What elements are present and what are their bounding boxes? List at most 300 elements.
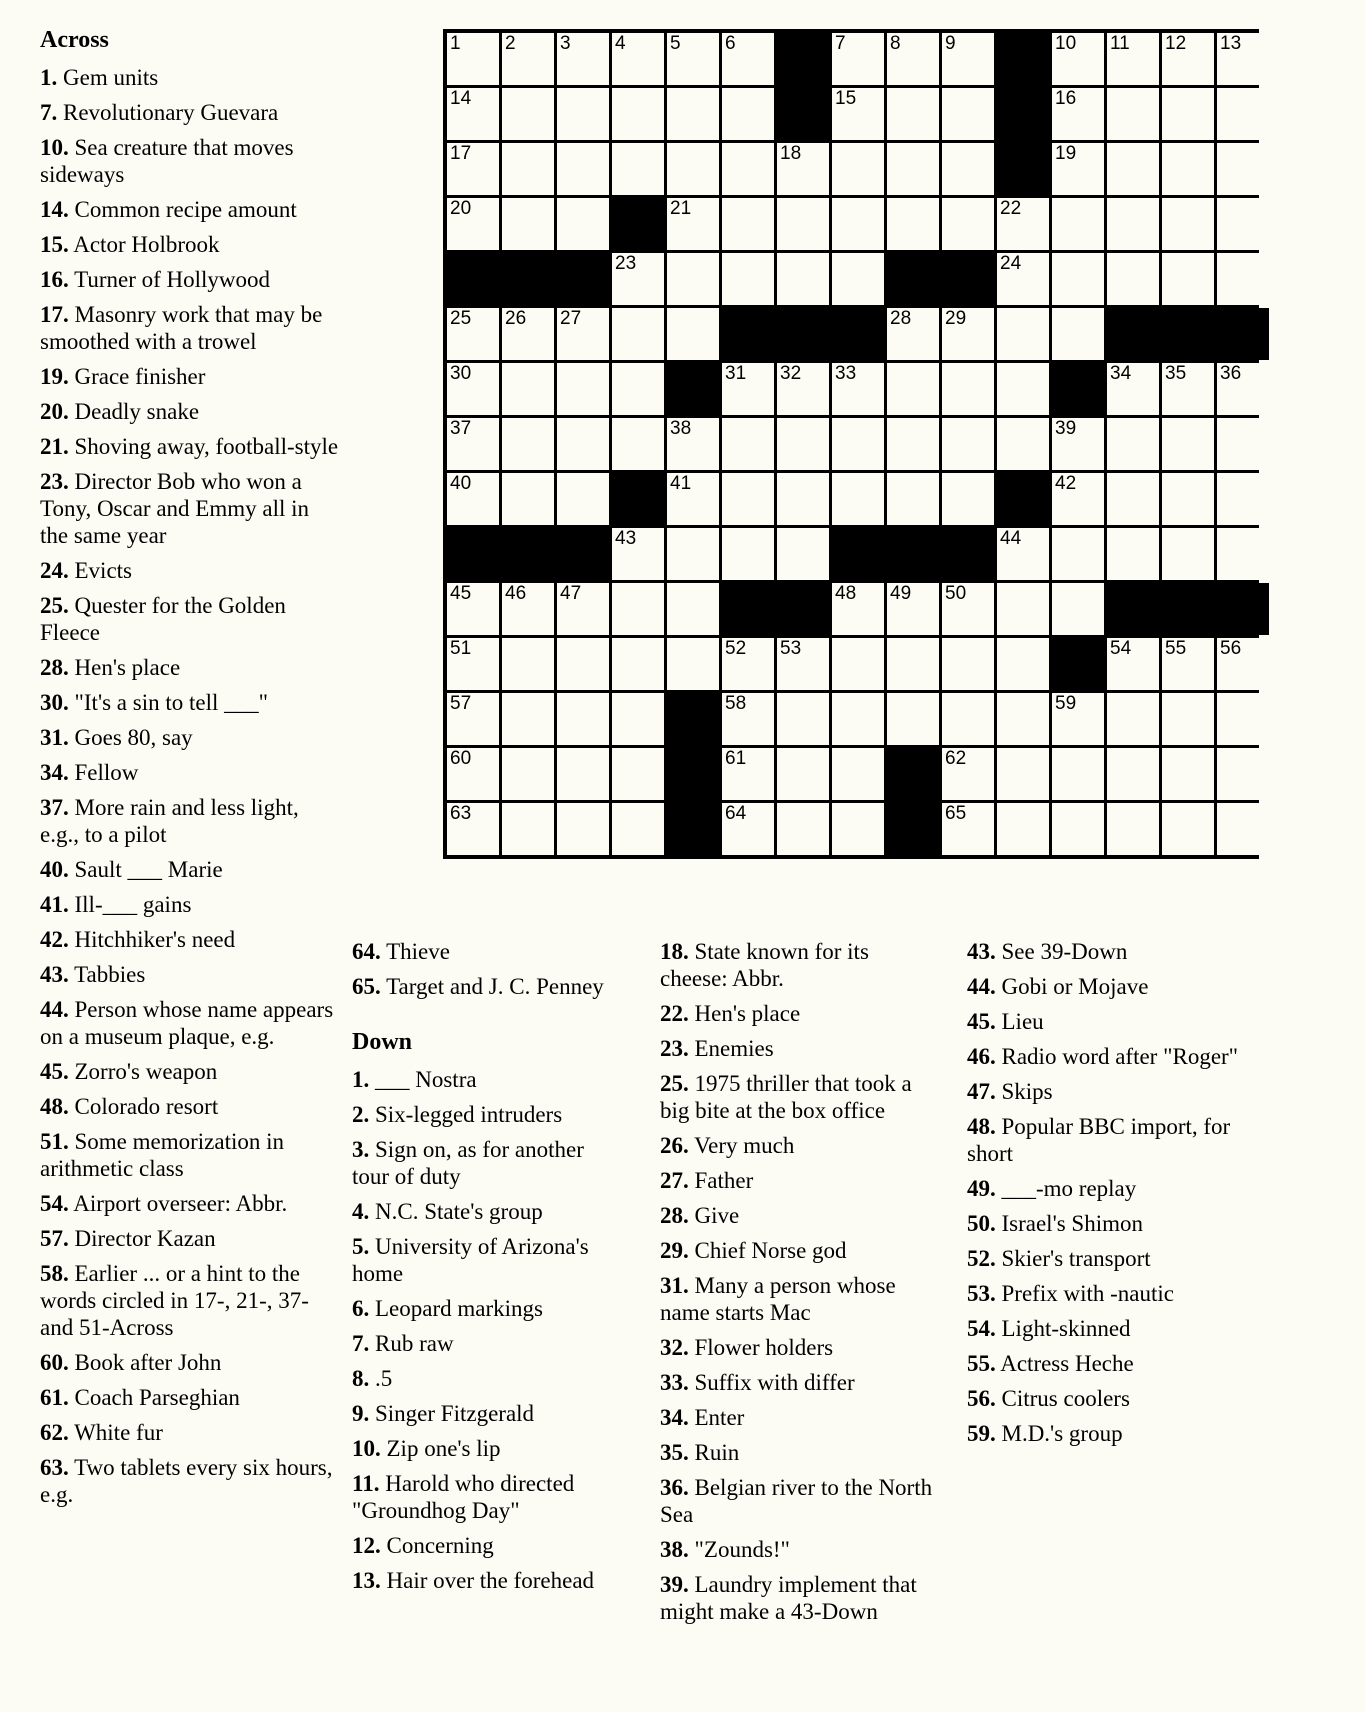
down-clue-list bbox=[352, 1066, 626, 1594]
grid-cell[interactable] bbox=[502, 88, 554, 140]
grid-cell[interactable] bbox=[1162, 33, 1214, 85]
cell-number: 10 bbox=[1055, 33, 1077, 54]
grid-cell[interactable] bbox=[612, 748, 664, 800]
grid-cell[interactable] bbox=[887, 363, 939, 415]
grid-cell[interactable] bbox=[722, 803, 774, 855]
clue-text: Actor Holbrook bbox=[68, 232, 220, 257]
across-clue-7 bbox=[40, 99, 342, 126]
grid-cell[interactable] bbox=[887, 33, 939, 85]
grid-cell[interactable] bbox=[557, 418, 609, 470]
grid-cell[interactable] bbox=[722, 88, 774, 140]
clue-number: 41. bbox=[40, 892, 69, 917]
black-square bbox=[887, 748, 939, 800]
grid-cell[interactable] bbox=[1162, 638, 1214, 690]
down-clue-59 bbox=[967, 1420, 1249, 1447]
grid-cell[interactable] bbox=[1052, 308, 1104, 360]
grid-cell[interactable] bbox=[667, 418, 719, 470]
cell-number: 49 bbox=[890, 583, 912, 604]
clue-text: Many a person whose name starts Mac bbox=[660, 1273, 896, 1325]
grid-cell[interactable] bbox=[557, 748, 609, 800]
grid-cell[interactable] bbox=[1107, 253, 1159, 305]
across-clue-57 bbox=[40, 1225, 342, 1252]
down-clue-34 bbox=[660, 1404, 938, 1431]
grid-cell[interactable] bbox=[777, 473, 829, 525]
grid-cell[interactable] bbox=[832, 418, 884, 470]
grid-cell[interactable] bbox=[942, 583, 994, 635]
across-clue-60 bbox=[40, 1349, 342, 1376]
grid-cell[interactable] bbox=[447, 693, 499, 745]
clue-number: 43. bbox=[40, 962, 69, 987]
grid-cell[interactable] bbox=[722, 418, 774, 470]
across-clue-63 bbox=[40, 1454, 342, 1508]
grid-cell[interactable] bbox=[887, 198, 939, 250]
grid-cell[interactable] bbox=[1217, 473, 1269, 525]
grid-cell[interactable] bbox=[777, 363, 829, 415]
down-clue-53 bbox=[967, 1280, 1249, 1307]
grid-cell[interactable] bbox=[447, 88, 499, 140]
cell-number: 42 bbox=[1055, 473, 1077, 494]
down-clue-22 bbox=[660, 1000, 938, 1027]
grid-cell[interactable] bbox=[942, 803, 994, 855]
grid-cell[interactable] bbox=[1217, 418, 1269, 470]
grid-cell[interactable] bbox=[612, 528, 664, 580]
clue-number: 10. bbox=[352, 1436, 381, 1461]
grid-cell[interactable] bbox=[502, 198, 554, 250]
grid-cell[interactable] bbox=[1162, 693, 1214, 745]
clue-text: Thieve bbox=[380, 939, 450, 964]
clue-text: Airport overseer: Abbr. bbox=[68, 1191, 288, 1216]
clue-text: 1975 thriller that took a big bite at the box office bbox=[660, 1071, 912, 1123]
grid-cell[interactable] bbox=[942, 143, 994, 195]
grid-cell[interactable] bbox=[997, 198, 1049, 250]
grid-cell[interactable] bbox=[557, 363, 609, 415]
grid-cell[interactable] bbox=[667, 253, 719, 305]
grid-cell[interactable] bbox=[997, 363, 1049, 415]
grid-cell[interactable] bbox=[667, 473, 719, 525]
grid-cell[interactable] bbox=[887, 418, 939, 470]
grid-cell[interactable] bbox=[1107, 803, 1159, 855]
grid-cell[interactable] bbox=[612, 143, 664, 195]
grid-cell[interactable] bbox=[502, 143, 554, 195]
black-square bbox=[777, 583, 829, 635]
grid-cell[interactable] bbox=[832, 198, 884, 250]
across-clue-54 bbox=[40, 1190, 342, 1217]
down-clue-54 bbox=[967, 1315, 1249, 1342]
grid-cell[interactable] bbox=[447, 473, 499, 525]
across-clue-list-tail bbox=[352, 938, 626, 1000]
grid-cell[interactable] bbox=[832, 803, 884, 855]
grid-cell[interactable] bbox=[1052, 88, 1104, 140]
grid-cell[interactable] bbox=[942, 748, 994, 800]
grid-cell[interactable] bbox=[942, 308, 994, 360]
grid-cell[interactable] bbox=[667, 88, 719, 140]
grid-cell[interactable] bbox=[1107, 363, 1159, 415]
grid-cell[interactable] bbox=[612, 308, 664, 360]
grid-cell[interactable] bbox=[447, 418, 499, 470]
grid-cell[interactable] bbox=[447, 803, 499, 855]
grid-cell[interactable] bbox=[942, 638, 994, 690]
grid-cell[interactable] bbox=[887, 473, 939, 525]
cell-number: 60 bbox=[450, 748, 472, 769]
cell-number: 55 bbox=[1165, 638, 1187, 659]
clue-number: 54. bbox=[967, 1316, 996, 1341]
grid-cell[interactable] bbox=[1107, 693, 1159, 745]
grid-cell[interactable] bbox=[777, 418, 829, 470]
clue-number: 63. bbox=[40, 1455, 69, 1480]
grid-cell[interactable] bbox=[1107, 528, 1159, 580]
clue-text: Zorro's weapon bbox=[68, 1059, 218, 1084]
grid-cell[interactable] bbox=[557, 803, 609, 855]
black-square bbox=[612, 473, 664, 525]
grid-cell[interactable] bbox=[832, 473, 884, 525]
cell-number: 46 bbox=[505, 583, 527, 604]
grid-cell[interactable] bbox=[887, 143, 939, 195]
grid-cell[interactable] bbox=[502, 363, 554, 415]
down-clue-6 bbox=[352, 1295, 626, 1322]
across-clue-24 bbox=[40, 557, 342, 584]
grid-cell[interactable] bbox=[502, 33, 554, 85]
grid-cell[interactable] bbox=[942, 33, 994, 85]
grid-cell[interactable] bbox=[942, 473, 994, 525]
clue-number: 30. bbox=[40, 690, 69, 715]
grid-cell[interactable] bbox=[832, 748, 884, 800]
grid-cell[interactable] bbox=[612, 693, 664, 745]
grid-cell[interactable] bbox=[1217, 143, 1269, 195]
black-square bbox=[557, 253, 609, 305]
black-square bbox=[777, 88, 829, 140]
cell-number: 30 bbox=[450, 363, 472, 384]
grid-cell[interactable] bbox=[887, 693, 939, 745]
grid-cell[interactable] bbox=[1052, 693, 1104, 745]
down-clue-49 bbox=[967, 1175, 1249, 1202]
grid-cell[interactable] bbox=[1052, 473, 1104, 525]
clue-number: 46. bbox=[967, 1044, 996, 1069]
black-square bbox=[502, 253, 554, 305]
grid-cell[interactable] bbox=[1052, 418, 1104, 470]
grid-cell[interactable] bbox=[1052, 143, 1104, 195]
down-clue-32 bbox=[660, 1334, 938, 1361]
grid-cell[interactable] bbox=[997, 638, 1049, 690]
grid-cell[interactable] bbox=[612, 583, 664, 635]
grid-cell[interactable] bbox=[447, 363, 499, 415]
grid-cell[interactable] bbox=[1162, 418, 1214, 470]
grid-cell[interactable] bbox=[667, 308, 719, 360]
grid-cell[interactable] bbox=[777, 143, 829, 195]
clue-text: Grace finisher bbox=[68, 364, 206, 389]
grid-cell[interactable] bbox=[832, 88, 884, 140]
grid-cell[interactable] bbox=[832, 363, 884, 415]
cell-number: 23 bbox=[615, 253, 637, 274]
grid-cell[interactable] bbox=[722, 33, 774, 85]
black-square bbox=[612, 198, 664, 250]
across-clue-37 bbox=[40, 794, 342, 848]
grid-cell[interactable] bbox=[1107, 638, 1159, 690]
grid-cell[interactable] bbox=[447, 638, 499, 690]
grid-cell[interactable] bbox=[1107, 748, 1159, 800]
grid-cell[interactable] bbox=[557, 308, 609, 360]
clue-text: Revolutionary Guevara bbox=[57, 100, 279, 125]
grid-cell[interactable] bbox=[777, 748, 829, 800]
clue-number: 32. bbox=[660, 1335, 689, 1360]
grid-cell[interactable] bbox=[667, 583, 719, 635]
grid-cell[interactable] bbox=[1107, 198, 1159, 250]
grid-cell[interactable] bbox=[667, 143, 719, 195]
grid-cell[interactable] bbox=[1217, 198, 1269, 250]
across-clues-column bbox=[40, 26, 342, 1516]
grid-cell[interactable] bbox=[667, 198, 719, 250]
grid-cell[interactable] bbox=[777, 198, 829, 250]
down-heading: Down bbox=[352, 1029, 413, 1055]
grid-cell[interactable] bbox=[832, 253, 884, 305]
grid-cell[interactable] bbox=[447, 143, 499, 195]
grid-cell[interactable] bbox=[1162, 528, 1214, 580]
grid-cell[interactable] bbox=[997, 803, 1049, 855]
grid-cell[interactable] bbox=[502, 583, 554, 635]
clue-text: Zip one's lip bbox=[380, 1436, 501, 1461]
grid-cell[interactable] bbox=[997, 308, 1049, 360]
grid-cell[interactable] bbox=[777, 638, 829, 690]
grid-cell[interactable] bbox=[557, 88, 609, 140]
cell-number: 39 bbox=[1055, 418, 1077, 439]
across-clue-31 bbox=[40, 724, 342, 751]
grid-cell[interactable] bbox=[1107, 143, 1159, 195]
grid-cell[interactable] bbox=[557, 638, 609, 690]
black-square bbox=[447, 528, 499, 580]
clue-text: Sault ___ Marie bbox=[68, 857, 223, 882]
cell-number: 43 bbox=[615, 528, 637, 549]
grid-cell[interactable] bbox=[777, 803, 829, 855]
grid-cell[interactable] bbox=[722, 528, 774, 580]
clue-number: 37. bbox=[40, 795, 69, 820]
grid-cell[interactable] bbox=[942, 418, 994, 470]
grid-cell[interactable] bbox=[997, 253, 1049, 305]
grid-cell[interactable] bbox=[1162, 253, 1214, 305]
clue-number: 53. bbox=[967, 1281, 996, 1306]
grid-cell[interactable] bbox=[887, 88, 939, 140]
grid-cell[interactable] bbox=[667, 638, 719, 690]
cell-number: 40 bbox=[450, 473, 472, 494]
down-clue-1 bbox=[352, 1066, 626, 1093]
cell-number: 54 bbox=[1110, 638, 1132, 659]
grid-cell[interactable] bbox=[1107, 88, 1159, 140]
grid-cell[interactable] bbox=[1217, 253, 1269, 305]
grid-cell[interactable] bbox=[1162, 803, 1214, 855]
grid-cell[interactable] bbox=[1107, 473, 1159, 525]
grid-cell[interactable] bbox=[777, 253, 829, 305]
black-square bbox=[832, 308, 884, 360]
grid-cell[interactable] bbox=[447, 33, 499, 85]
grid-cell[interactable] bbox=[447, 308, 499, 360]
grid-cell[interactable] bbox=[942, 198, 994, 250]
grid-cell[interactable] bbox=[1162, 748, 1214, 800]
grid-cell[interactable] bbox=[1162, 363, 1214, 415]
grid-cell[interactable] bbox=[1217, 528, 1269, 580]
across-clue-43 bbox=[40, 961, 342, 988]
clue-text: Actress Heche bbox=[995, 1351, 1134, 1376]
clue-number: 58. bbox=[40, 1261, 69, 1286]
grid-cell[interactable] bbox=[502, 803, 554, 855]
grid-cell[interactable] bbox=[1107, 33, 1159, 85]
grid-cell[interactable] bbox=[1052, 33, 1104, 85]
grid-cell[interactable] bbox=[447, 748, 499, 800]
clue-number: 51. bbox=[40, 1129, 69, 1154]
grid-cell[interactable] bbox=[502, 308, 554, 360]
cell-number: 44 bbox=[1000, 528, 1022, 549]
clue-number: 42. bbox=[40, 927, 69, 952]
cell-number: 4 bbox=[615, 33, 626, 54]
grid-cell[interactable] bbox=[502, 693, 554, 745]
grid-cell[interactable] bbox=[557, 693, 609, 745]
black-square bbox=[667, 693, 719, 745]
grid-cell[interactable] bbox=[447, 198, 499, 250]
grid-cell[interactable] bbox=[832, 143, 884, 195]
grid-cell[interactable] bbox=[612, 638, 664, 690]
across-clue-41 bbox=[40, 891, 342, 918]
clue-text: ___ Nostra bbox=[369, 1067, 477, 1092]
across-clue-44 bbox=[40, 996, 342, 1050]
black-square bbox=[1217, 583, 1269, 635]
clue-text: Person whose name appears on a museum plaque, e.g. bbox=[40, 997, 334, 1049]
grid-cell[interactable] bbox=[887, 638, 939, 690]
grid-cell[interactable] bbox=[1217, 88, 1269, 140]
grid-cell[interactable] bbox=[722, 693, 774, 745]
grid-cell[interactable] bbox=[832, 33, 884, 85]
cell-number: 64 bbox=[725, 803, 747, 824]
grid-cell[interactable] bbox=[557, 473, 609, 525]
clue-text: Skier's transport bbox=[995, 1246, 1151, 1271]
grid-cell[interactable] bbox=[722, 198, 774, 250]
grid-cell[interactable] bbox=[1107, 418, 1159, 470]
grid-cell[interactable] bbox=[1052, 528, 1104, 580]
grid-cell[interactable] bbox=[1162, 143, 1214, 195]
grid-cell[interactable] bbox=[997, 528, 1049, 580]
black-square bbox=[887, 528, 939, 580]
grid-cell[interactable] bbox=[722, 253, 774, 305]
grid-cell[interactable] bbox=[557, 583, 609, 635]
across-clue-20 bbox=[40, 398, 342, 425]
down-clue-8 bbox=[352, 1365, 626, 1392]
grid-cell[interactable] bbox=[502, 473, 554, 525]
grid-cell[interactable] bbox=[557, 198, 609, 250]
grid-cell[interactable] bbox=[777, 528, 829, 580]
grid-cell[interactable] bbox=[722, 143, 774, 195]
grid-cell[interactable] bbox=[1217, 33, 1269, 85]
grid-cell[interactable] bbox=[887, 308, 939, 360]
grid-cell[interactable] bbox=[667, 528, 719, 580]
grid-cell[interactable] bbox=[1052, 803, 1104, 855]
clue-text: Belgian river to the North Sea bbox=[660, 1475, 933, 1527]
grid-cell[interactable] bbox=[997, 693, 1049, 745]
clue-number: 19. bbox=[40, 364, 69, 389]
grid-cell[interactable] bbox=[777, 693, 829, 745]
cell-number: 5 bbox=[670, 33, 681, 54]
grid-cell[interactable] bbox=[1217, 748, 1269, 800]
grid-cell[interactable] bbox=[997, 583, 1049, 635]
grid-cell[interactable] bbox=[1052, 253, 1104, 305]
grid-cell[interactable] bbox=[612, 253, 664, 305]
clue-number: 50. bbox=[967, 1211, 996, 1236]
grid-cell[interactable] bbox=[832, 583, 884, 635]
grid-cell[interactable] bbox=[832, 638, 884, 690]
down-clue-48 bbox=[967, 1113, 1249, 1167]
clue-number: 26. bbox=[660, 1133, 689, 1158]
grid-cell[interactable] bbox=[1217, 638, 1269, 690]
cell-number: 14 bbox=[450, 88, 472, 109]
grid-cell[interactable] bbox=[612, 88, 664, 140]
grid-cell[interactable] bbox=[942, 88, 994, 140]
grid-cell[interactable] bbox=[1052, 748, 1104, 800]
grid-cell[interactable] bbox=[1217, 803, 1269, 855]
grid-cell[interactable] bbox=[612, 418, 664, 470]
across-clue-10 bbox=[40, 134, 342, 188]
clue-text: Book after John bbox=[68, 1350, 222, 1375]
down-clue-33 bbox=[660, 1369, 938, 1396]
grid-cell[interactable] bbox=[722, 638, 774, 690]
clue-text: Six-legged intruders bbox=[369, 1102, 563, 1127]
down-clue-36 bbox=[660, 1474, 938, 1528]
grid-cell[interactable] bbox=[997, 418, 1049, 470]
grid-cell[interactable] bbox=[447, 583, 499, 635]
clue-number: 60. bbox=[40, 1350, 69, 1375]
grid-cell[interactable] bbox=[557, 33, 609, 85]
grid-cell[interactable] bbox=[612, 33, 664, 85]
grid-cell[interactable] bbox=[1162, 473, 1214, 525]
clue-text: Concerning bbox=[380, 1533, 494, 1558]
grid-cell[interactable] bbox=[612, 803, 664, 855]
across-clue-58 bbox=[40, 1260, 342, 1341]
across-heading: Across bbox=[40, 27, 109, 53]
down-clue-11 bbox=[352, 1470, 626, 1524]
grid-cell[interactable] bbox=[502, 418, 554, 470]
grid-cell[interactable] bbox=[1162, 88, 1214, 140]
cell-number: 22 bbox=[1000, 198, 1022, 219]
grid-cell[interactable] bbox=[502, 638, 554, 690]
grid-cell[interactable] bbox=[942, 363, 994, 415]
clue-text: Chief Norse god bbox=[688, 1238, 847, 1263]
clue-text: Very much bbox=[688, 1133, 795, 1158]
clue-text: Shoving away, football-style bbox=[68, 434, 339, 459]
grid-cell[interactable] bbox=[887, 583, 939, 635]
grid-cell[interactable] bbox=[1217, 363, 1269, 415]
grid-cell[interactable] bbox=[1217, 693, 1269, 745]
grid-cell[interactable] bbox=[1162, 198, 1214, 250]
grid-cell[interactable] bbox=[722, 748, 774, 800]
grid-cell[interactable] bbox=[942, 693, 994, 745]
grid-cell[interactable] bbox=[832, 693, 884, 745]
clue-number: 10. bbox=[40, 135, 69, 160]
clue-number: 29. bbox=[660, 1238, 689, 1263]
grid-cell[interactable] bbox=[1052, 198, 1104, 250]
grid-cell[interactable] bbox=[997, 748, 1049, 800]
grid-cell[interactable] bbox=[722, 363, 774, 415]
grid-cell[interactable] bbox=[722, 473, 774, 525]
grid-cell[interactable] bbox=[557, 143, 609, 195]
clue-text: Prefix with -nautic bbox=[995, 1281, 1174, 1306]
clue-number: 7. bbox=[352, 1331, 370, 1356]
clue-text: Hitchhiker's need bbox=[68, 927, 236, 952]
grid-cell[interactable] bbox=[612, 363, 664, 415]
cell-number: 59 bbox=[1055, 693, 1077, 714]
across-clue-25 bbox=[40, 592, 342, 646]
black-square bbox=[942, 253, 994, 305]
grid-cell[interactable] bbox=[502, 748, 554, 800]
grid-cell[interactable] bbox=[667, 33, 719, 85]
grid-cell[interactable] bbox=[1052, 583, 1104, 635]
clue-number: 23. bbox=[660, 1036, 689, 1061]
black-square bbox=[1107, 583, 1159, 635]
down-clue-18 bbox=[660, 938, 938, 992]
clue-number: 44. bbox=[40, 997, 69, 1022]
